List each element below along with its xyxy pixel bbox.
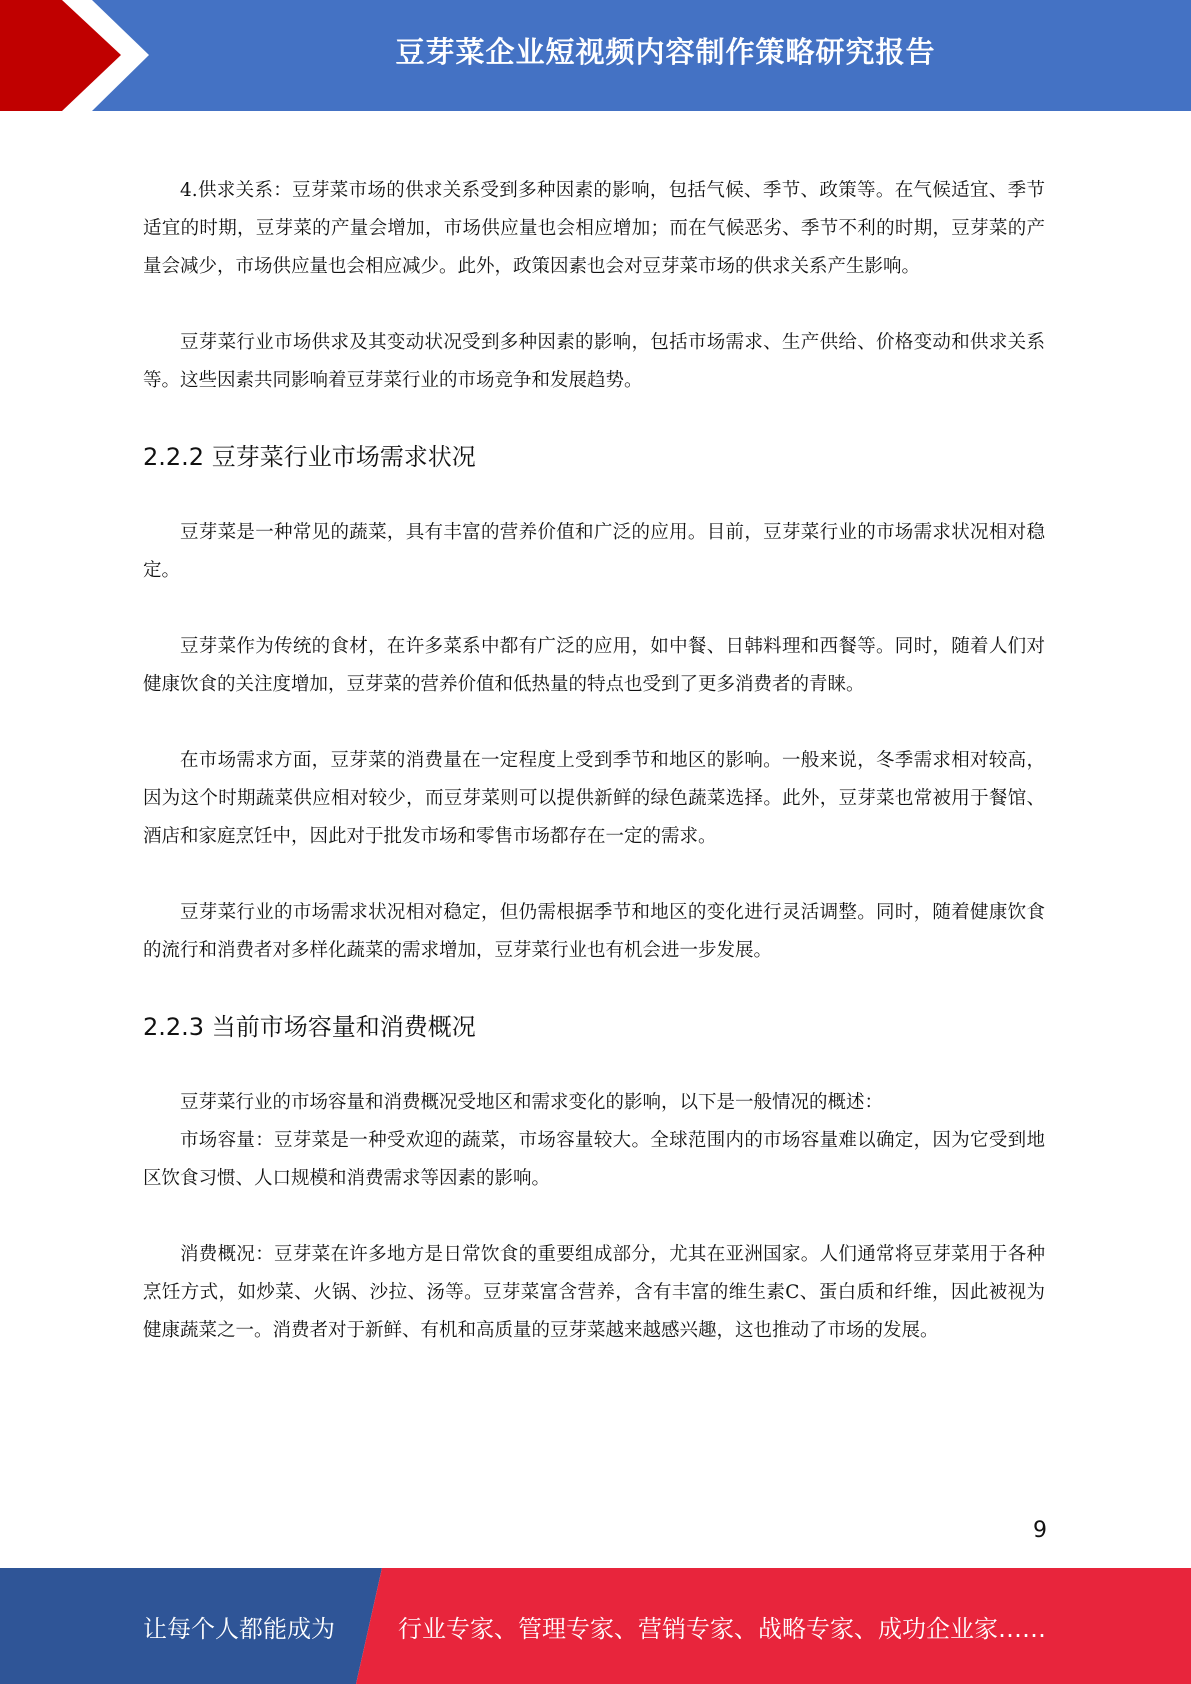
paragraph-capacity-overview: 豆芽菜行业的市场容量和消费概况受地区和需求变化的影响，以下是一般情况的概述：	[180, 1092, 884, 1113]
page-header	[0, 0, 1191, 111]
paragraph-consumption: 消费概况：豆芽菜在许多地方是日常饮食的重要组成部分，尤其在亚洲国家。人们通常将豆芽菜用于各种烹饪方式，如炒菜、火锅、沙拉、汤等。豆芽菜富含营养，含有丰富的维生素C、蛋白质和纤维，因此被视为健康蔬菜之一。消费者对于新鲜、有机和高质量的豆芽菜越来越感兴趣，这也推动了市场的发展。	[143, 1244, 1045, 1341]
paragraph-demand-season: 在市场需求方面，豆芽菜的消费量在一定程度上受到季节和地区的影响。一般来说，冬季需求相对较高，因为这个时期蔬菜供应相对较少，而豆芽菜则可以提供新鲜的绿色蔬菜选择。此外，豆芽菜也常被用于餐馆、酒店和家庭烹饪中，因此对于批发市场和零售市场都存在一定的需求。	[143, 750, 1045, 847]
section-heading-2-2-2: 2.2.2 豆芽菜行业市场需求状况	[143, 443, 476, 471]
paragraph-supply-summary: 豆芽菜行业市场供求及其变动状况受到多种因素的影响，包括市场需求、生产供给、价格变动和供求关系等。这些因素共同影响着豆芽菜行业的市场竞争和发展趋势。	[143, 332, 1045, 391]
footer-slogan-right: 行业专家、管理专家、营销专家、战略专家、成功企业家……	[398, 1614, 1046, 1643]
paragraph-supply-demand: 4.供求关系：豆芽菜市场的供求关系受到多种因素的影响，包括气候、季节、政策等。在气候适宜、季节适宜的时期，豆芽菜的产量会增加，市场供应量也会相应增加；而在气候恶劣、季节不利的时期，豆芽菜的产量会减少，市场供应量也会相应减少。此外，政策因素也会对豆芽菜市场的供求关系产生影响。	[143, 180, 1045, 277]
document-body	[143, 172, 1045, 1350]
paragraph-demand-cuisine: 豆芽菜作为传统的食材，在许多菜系中都有广泛的应用，如中餐、日韩料理和西餐等。同时，随着人们对健康饮食的关注度增加，豆芽菜的营养价值和低热量的特点也受到了更多消费者的青睐。	[143, 636, 1045, 695]
paragraph-market-capacity: 市场容量：豆芽菜是一种受欢迎的蔬菜，市场容量较大。全球范围内的市场容量难以确定，因为它受到地区饮食习惯、人口规模和消费需求等因素的影响。	[143, 1130, 1045, 1189]
paragraph-demand-summary: 豆芽菜行业的市场需求状况相对稳定，但仍需根据季节和地区的变化进行灵活调整。同时，随着健康饮食的流行和消费者对多样化蔬菜的需求增加，豆芽菜行业也有机会进一步发展。	[143, 902, 1045, 961]
report-title: 豆芽菜企业短视频内容制作策略研究报告	[395, 34, 936, 69]
section-heading-2-2-3: 2.2.3 当前市场容量和消费概况	[143, 1013, 476, 1041]
header-arrow-decoration	[0, 0, 160, 111]
page-footer	[0, 1568, 1191, 1684]
paragraph-demand-intro: 豆芽菜是一种常见的蔬菜，具有丰富的营养价值和广泛的应用。目前，豆芽菜行业的市场需求状况相对稳定。	[143, 522, 1045, 581]
footer-slogan-left: 让每个人都能成为	[143, 1614, 335, 1643]
page-number: 9	[1033, 1518, 1047, 1543]
